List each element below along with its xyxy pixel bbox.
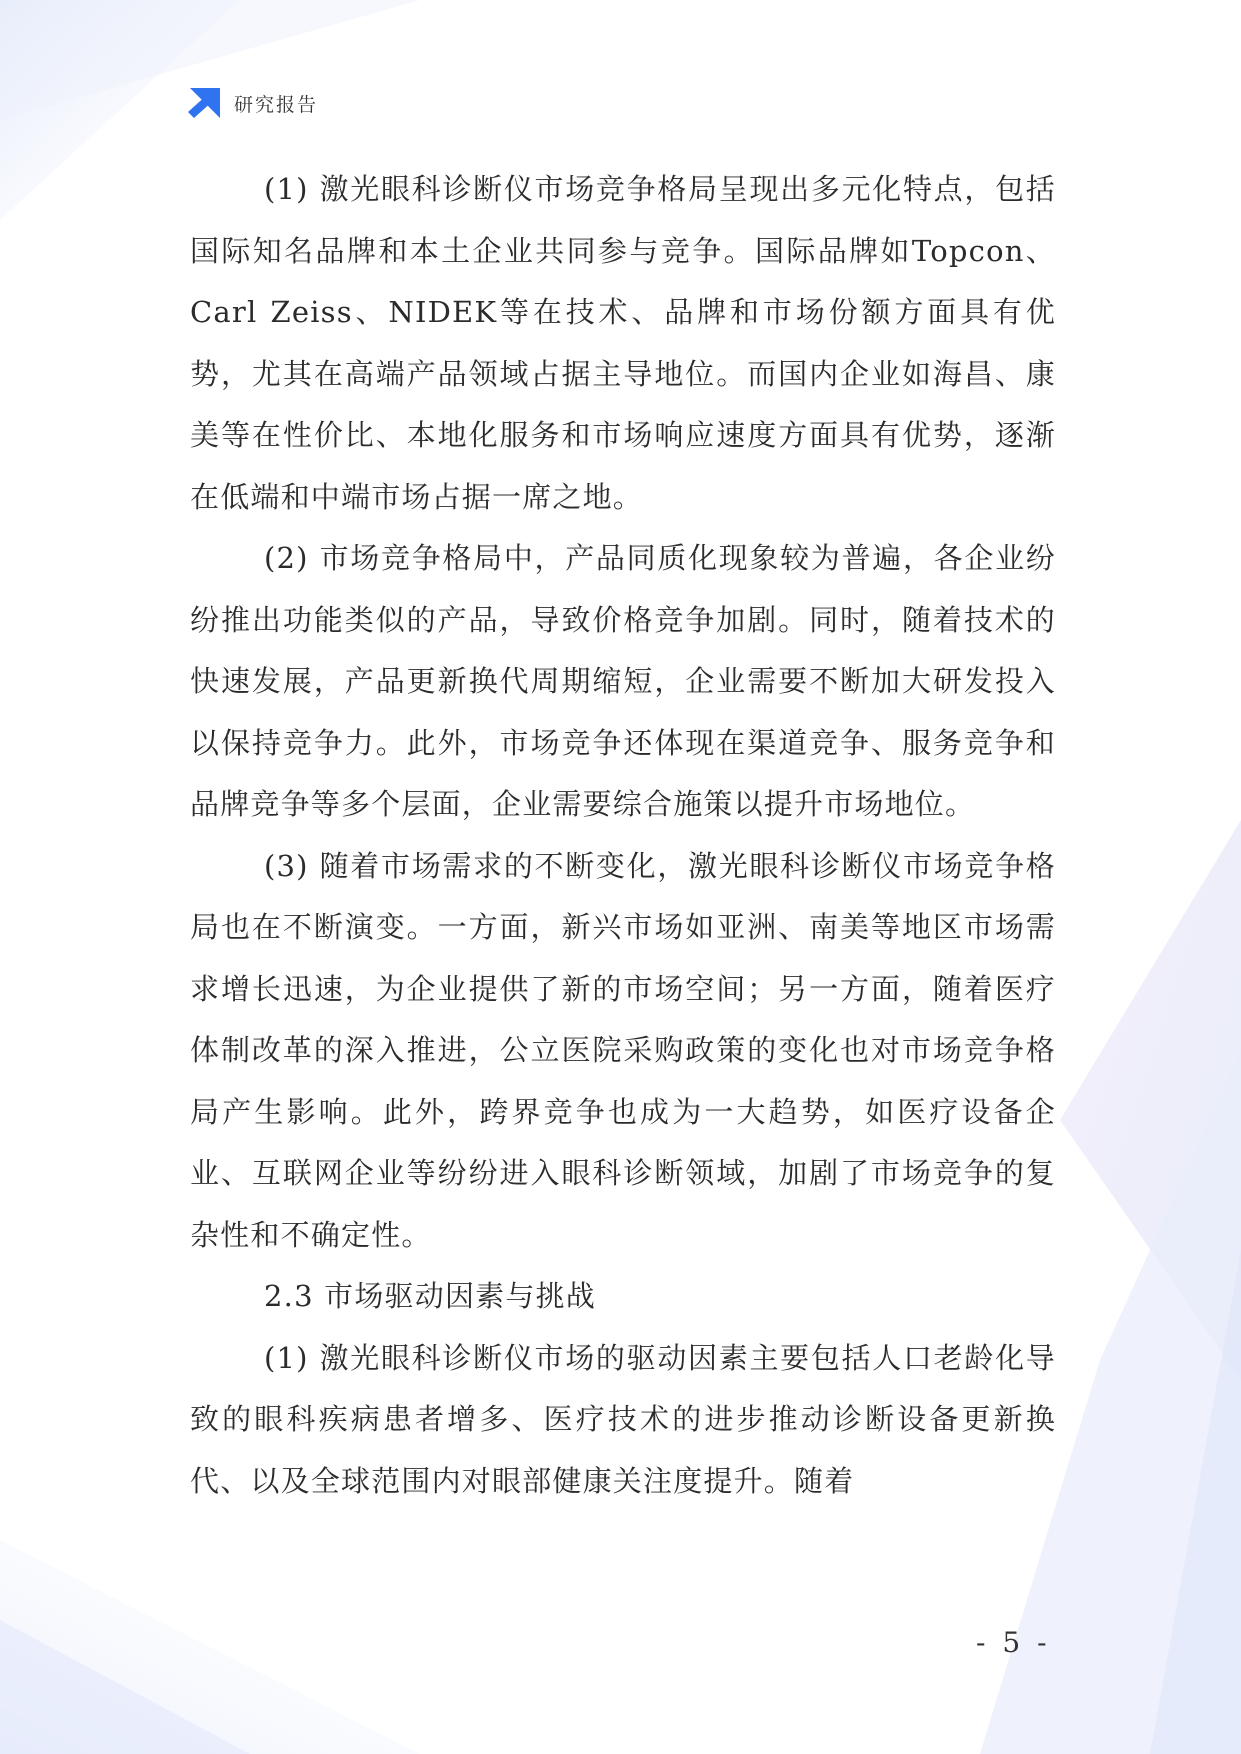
header-title: 研究报告 xyxy=(234,93,319,116)
page-number: - 5 - xyxy=(976,1626,1051,1659)
section-paragraph-1: (1) 激光眼科诊断仪市场的驱动因素主要包括人口老龄化导致的眼科疾病患者增多、医疗技术的进步推动诊断设备更新换代、以及全球范围内对眼部健康关注度提升。随着 xyxy=(190,1340,1056,1498)
arrow-up-right-icon xyxy=(186,86,222,120)
report-header xyxy=(186,86,318,120)
paragraph-1: (1) 激光眼科诊断仪市场竞争格局呈现出多元化特点，包括国际知名品牌和本土企业共同参与竞争。国际品牌如Topcon、Carl Zeiss、NIDEK等在技术、品牌和市场份额方面具有优势，尤其在高端产品领域占据主导地位。而国内企业如海昌、康美等在性价比、本地化服务和市场响应速度方面具有优势，逐渐在低端和中端市场占据一席之地。 xyxy=(190,172,1056,514)
paragraph-3: (3) 随着市场需求的不断变化，激光眼科诊断仪市场竞争格局也在不断演变。一方面，新兴市场如亚洲、南美等地区市场需求增长迅速，为企业提供了新的市场空间；另一方面，随着医疗体制改革的深入推进，公立医院采购政策的变化也对市场竞争格局产生影响。此外，跨界竞争也成为一大趋势，如医疗设备企业、互联网企业等纷纷进入眼科诊断领域，加剧了市场竞争的复杂性和不确定性。 xyxy=(190,848,1056,1252)
section-heading: 2.3 市场驱动因素与挑战 xyxy=(264,1279,596,1313)
paragraph-2: (2) 市场竞争格局中，产品同质化现象较为普遍，各企业纷纷推出功能类似的产品，导致价格竞争加剧。同时，随着技术的快速发展，产品更新换代周期缩短，企业需要不断加大研发投入以保持竞争力。此外，市场竞争还体现在渠道竞争、服务竞争和品牌竞争等多个层面，企业需要综合施策以提升市场地位。 xyxy=(190,541,1056,821)
document-body xyxy=(190,159,1056,1512)
